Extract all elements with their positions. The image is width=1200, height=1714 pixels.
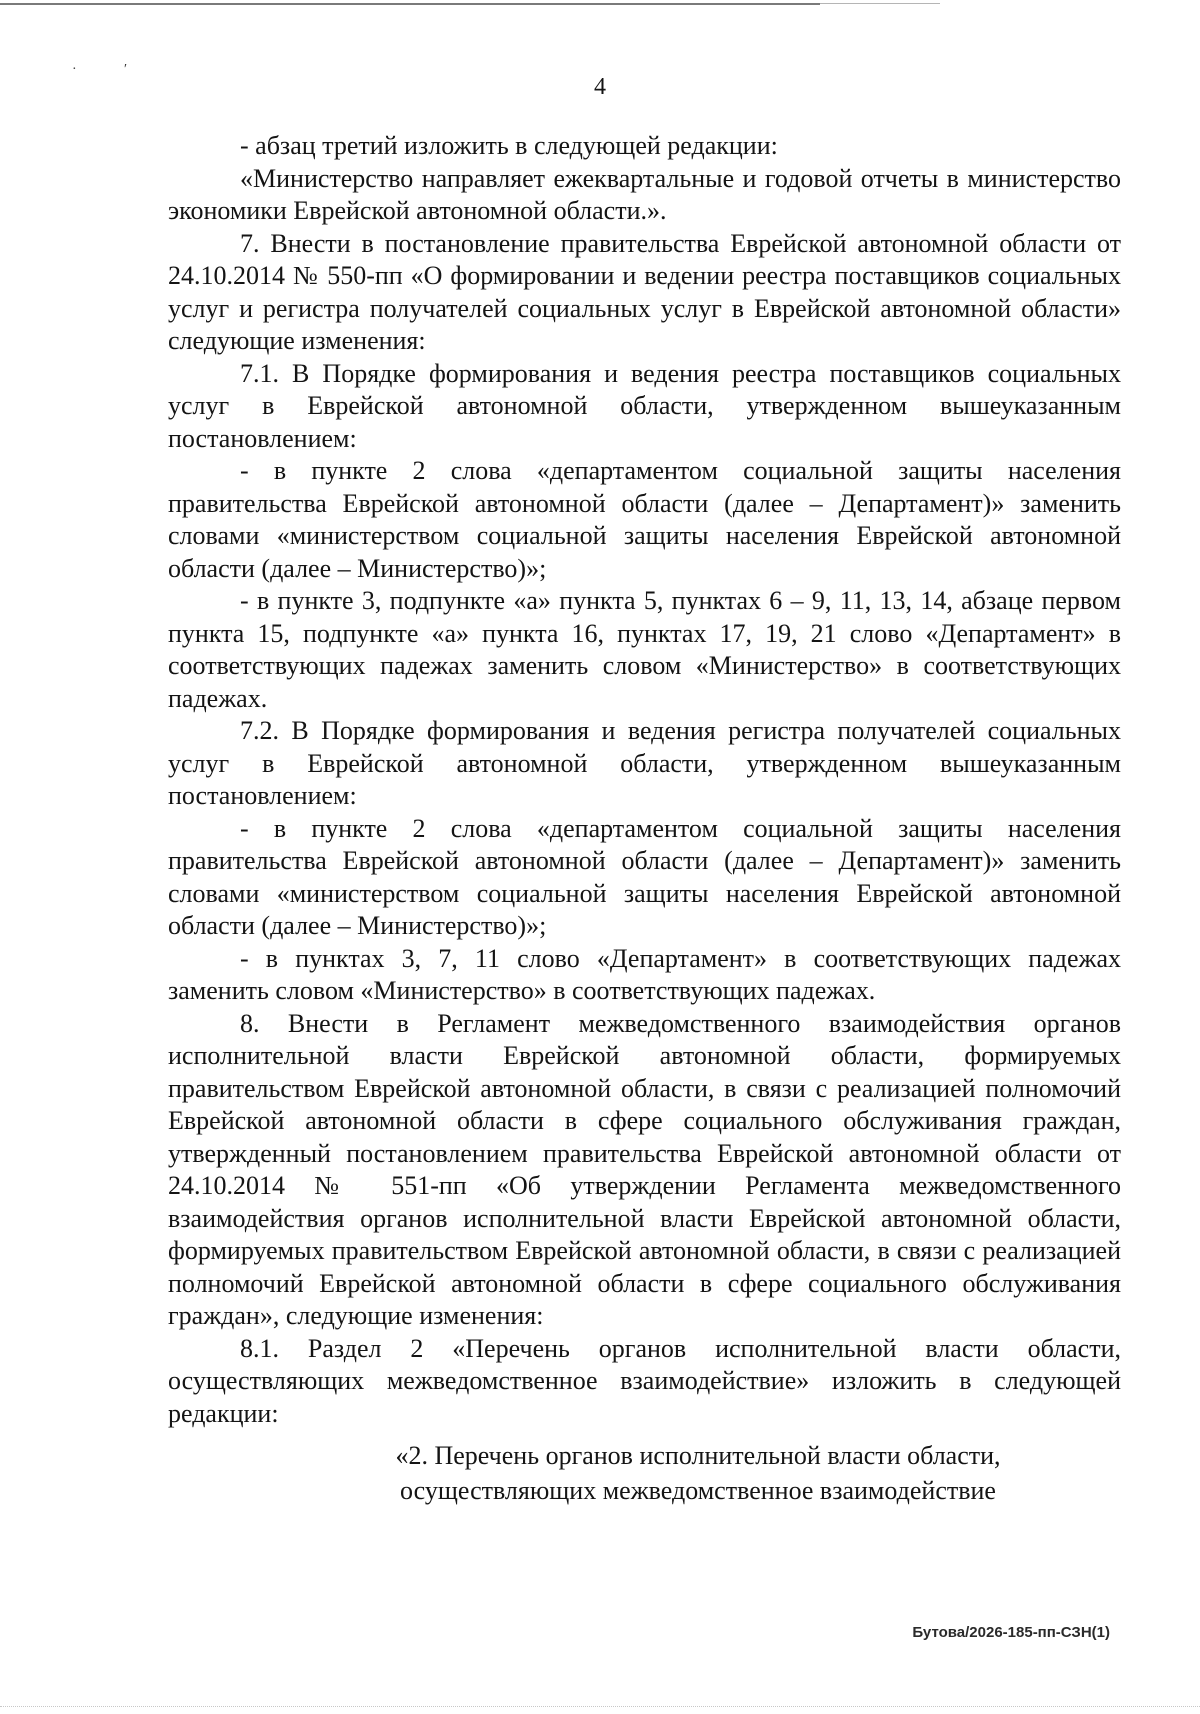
scan-bottom-edge [0, 1706, 1200, 1708]
paragraph: - абзац третий изложить в следующей редакции: [240, 131, 778, 160]
paragraph: - в пункте 3, подпункте «а» пункта 5, пунктах 6 – 9, 11, 13, 14, абзаце первом пункта 15, подпункте «а» пункта 16, пунктах 17, 19, 21 слово «Департамент» в соответствующих падежах заменить словом «Министерство» в соответствующих падежах. [168, 586, 1121, 713]
section-heading [168, 1438, 1048, 1508]
section-heading-line: «2. Перечень органов исполнительной власти области, [395, 1441, 1001, 1470]
paragraph: - в пункте 2 слова «департаментом социальной защиты населения правительства Еврейской автономной области (далее – Департамент)» заменить словами «министерством социальной защиты населения Еврейской автономной области (далее – Министерство)»; [168, 456, 1121, 583]
scan-speck: · [72, 62, 77, 77]
document-body [168, 130, 1121, 1508]
paragraph: - в пунктах 3, 7, 11 слово «Департамент» в соответствующих падежах заменить словом «Министерство» в соответствующих падежах. [168, 943, 1121, 1005]
paragraph: 7.1. В Порядке формирования и ведения реестра поставщиков социальных услуг в Еврейской автономной области, утвержденном вышеуказанным постановлением: [168, 358, 1121, 453]
page-number: 4 [594, 74, 606, 100]
scan-speck: ′ [124, 62, 128, 77]
paragraph: - в пункте 2 слова «департаментом социальной защиты населения правительства Еврейской автономной области (далее – Департамент)» заменить словами «министерством социальной защиты населения Еврейской автономной области (далее – Министерство)»; [168, 813, 1121, 940]
scan-top-edge-line [0, 3, 820, 5]
paragraph: «Министерство направляет ежеквартальные и годовой отчеты в министерство экономики Еврейской автономной области.». [168, 163, 1121, 225]
document-code: Бутова/2026-185-пп-СЗН(1) [912, 1624, 1110, 1641]
paragraph: 8.1. Раздел 2 «Перечень органов исполнительной власти области, осуществляющих межведомственное взаимодействие» изложить в следующей редакции: [168, 1333, 1121, 1428]
paragraph: 7.2. В Порядке формирования и ведения регистра получателей социальных услуг в Еврейской автономной области, утвержденном вышеуказанным постановлением: [168, 716, 1121, 810]
scan-top-edge-line-faint [820, 3, 940, 4]
paragraph: 7. Внести в постановление правительства Еврейской автономной области от 24.10.2014 № 550-пп «О формировании и ведении реестра поставщиков социальных услуг и регистра получателей социальных услуг в Еврейской автономной области» следующие изменения: [168, 228, 1121, 355]
section-heading-line: осуществляющих межведомственное взаимодействие [400, 1476, 996, 1505]
paragraph: 8. Внести в Регламент межведомственного взаимодействия органов исполнительной власти Еврейской автономной области, формируемых правительством Еврейской автономной области, в связи с реализацией полномочий Еврейской автономной области в сфере социального обслуживания граждан, утвержденный постановлением правительства Еврейской автономной области от 24.10.2014 № 551-пп «Об утверждении Регламента межведомственного взаимодействия органов исполнительной власти Еврейской автономной области, формируемых правительством Еврейской автономной области, в связи с реализацией полномочий Еврейской автономной области в сфере социального обслуживания граждан», следующие изменения: [168, 1008, 1121, 1330]
